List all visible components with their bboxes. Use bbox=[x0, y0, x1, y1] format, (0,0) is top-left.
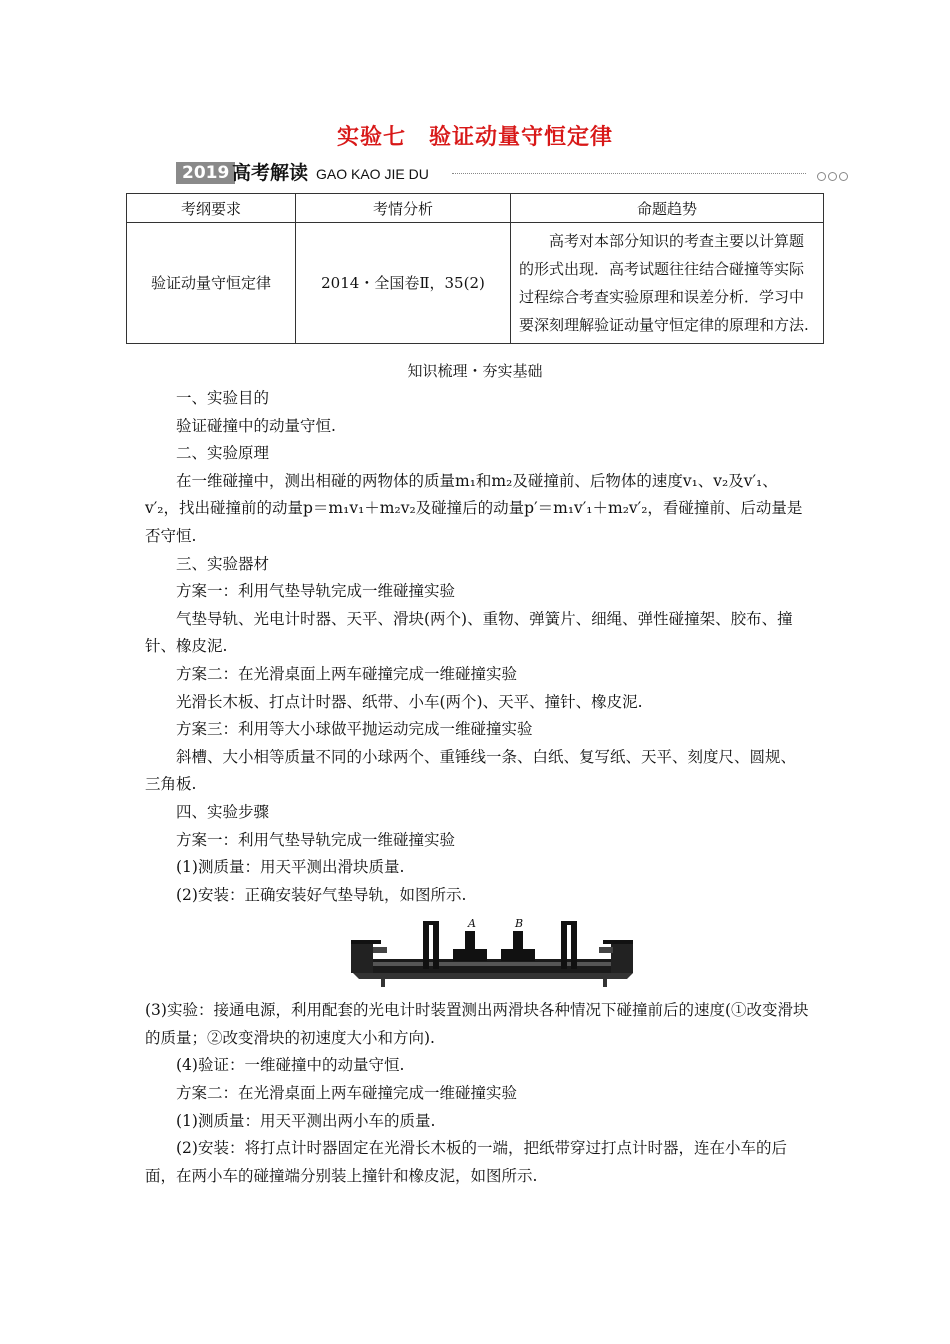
banner-divider bbox=[452, 173, 806, 174]
s4-plan2: 方案二：在光滑桌面上两车碰撞完成一维碰撞实验 bbox=[176, 1084, 518, 1103]
s3-plan2-text: 光滑长木板、打点计时器、纸带、小车(两个)、天平、撞针、橡皮泥. bbox=[176, 692, 643, 711]
banner-year: 2019 bbox=[176, 162, 235, 184]
s4-p1-step1: (1)测质量：用天平测出滑块质量. bbox=[176, 858, 405, 877]
table-header-row bbox=[127, 194, 824, 223]
header-requirement: 考纲要求 bbox=[127, 194, 296, 223]
section-banner bbox=[176, 160, 848, 186]
s2-text: 在一维碰撞中，测出相碰的两物体的质量m₁和m₂及碰撞前、后物体的速度v₁、v₂及v′₁、v′₂，找出碰撞前的动量p＝m₁v₁＋m₂v₂及碰撞后的动量p′＝m₁v′₁＋m₂v′₂，看碰撞前、后动量是否守恒. bbox=[145, 471, 803, 545]
header-analysis: 考情分析 bbox=[296, 194, 511, 223]
banner-title: 高考解读 bbox=[232, 162, 309, 184]
slider-a bbox=[453, 949, 487, 961]
s4-p1-step3: (3)实验：接通电源，利用配套的光电计时装置测出两滑块各种情况下碰撞前后的速度(①改变滑块的质量；②改变滑块的初速度大小和方向). bbox=[145, 1001, 809, 1047]
exam-info-table bbox=[126, 193, 824, 344]
section-heading: 知识梳理・夯实基础 bbox=[407, 362, 543, 380]
s4-plan1: 方案一：利用气垫导轨完成一维碰撞实验 bbox=[176, 830, 456, 849]
s3-plan2: 方案二：在光滑桌面上两车碰撞完成一维碰撞实验 bbox=[176, 664, 518, 683]
slider-b bbox=[501, 949, 535, 961]
banner-dots-icon bbox=[815, 166, 848, 185]
label-b: B bbox=[515, 917, 524, 931]
header-trend: 命题趋势 bbox=[511, 194, 824, 223]
banner-subtitle: GAO KAO JIE DU bbox=[316, 166, 429, 182]
table-row bbox=[127, 223, 824, 344]
document-body bbox=[145, 385, 810, 1190]
page-title: 实验七 验证动量守恒定律 bbox=[336, 125, 613, 150]
s1-text: 验证碰撞中的动量守恒. bbox=[176, 416, 336, 435]
cell-analysis: 2014・全国卷Ⅱ，35(2) bbox=[296, 223, 511, 344]
cell-requirement: 验证动量守恒定律 bbox=[127, 223, 296, 344]
cell-trend: 高考对本部分知识的考查主要以计算题的形式出现．高考试题往往结合碰撞等实际过程综合考查实验原理和误差分析．学习中要深刻理解验证动量守恒定律的原理和方法. bbox=[511, 223, 824, 344]
s4-p2-step1: (1)测质量：用天平测出两小车的质量. bbox=[176, 1111, 436, 1130]
s4-p2-step2: (2)安装：将打点计时器固定在光滑长木板的一端，把纸带穿过打点计时器，连在小车的后面，在两小车的碰撞端分别装上撞针和橡皮泥，如图所示. bbox=[145, 1139, 787, 1185]
label-a: A bbox=[468, 917, 476, 931]
s3-plan3: 方案三：利用等大小球做平抛运动完成一维碰撞实验 bbox=[176, 720, 533, 739]
s4-title: 四、实验步骤 bbox=[176, 802, 270, 821]
s4-p1-step4: (4)验证：一维碰撞中的动量守恒. bbox=[176, 1056, 405, 1075]
s1-title: 一、实验目的 bbox=[176, 389, 270, 407]
s3-plan3-text: 斜槽、大小相等质量不同的小球两个、重锤线一条、白纸、复写纸、天平、刻度尺、圆规、三角板. bbox=[145, 747, 797, 794]
s3-title: 三、实验器材 bbox=[176, 554, 270, 573]
s4-p1-step2: (2)安装：正确安装好气垫导轨，如图所示. bbox=[176, 885, 467, 904]
s2-title: 二、实验原理 bbox=[176, 444, 270, 463]
s3-plan1: 方案一：利用气垫导轨完成一维碰撞实验 bbox=[176, 582, 456, 601]
air-track-figure bbox=[349, 913, 639, 995]
s3-plan1-text: 气垫导轨、光电计时器、天平、滑块(两个)、重物、弹簧片、细绳、弹性碰撞架、胶布、撞针、橡皮泥. bbox=[145, 609, 793, 656]
